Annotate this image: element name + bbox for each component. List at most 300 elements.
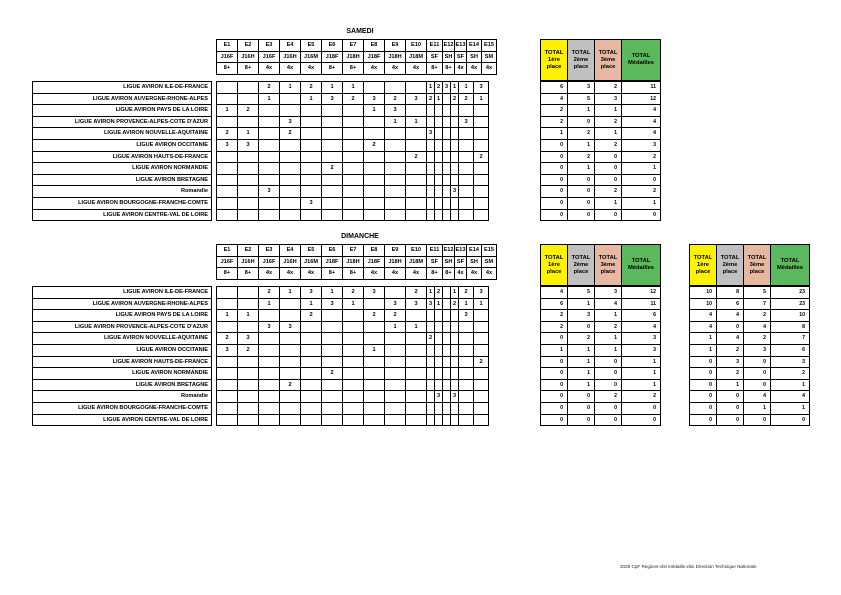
result-cell <box>427 116 435 128</box>
totals-cell: 0 <box>690 414 717 426</box>
result-cell <box>364 163 385 175</box>
result-cell <box>259 128 280 140</box>
result-cell <box>238 379 259 391</box>
result-cell <box>459 402 474 414</box>
totals-cell: 0 <box>744 414 771 426</box>
result-cell <box>217 298 238 310</box>
event-boat: 4x <box>301 268 322 280</box>
totals-cell: 1 <box>690 344 717 356</box>
event-boat: 8+ <box>322 63 343 75</box>
result-cell: 1 <box>435 298 443 310</box>
totals-cell: 0 <box>717 321 744 333</box>
result-cell <box>385 139 406 151</box>
result-cell <box>301 128 322 140</box>
result-cell <box>435 368 443 380</box>
result-cell <box>259 414 280 426</box>
totals-cell: 4 <box>541 287 568 299</box>
result-cell <box>364 82 385 94</box>
result-cell <box>322 174 343 186</box>
result-cell <box>301 105 322 117</box>
result-cell <box>406 82 427 94</box>
result-cell <box>238 298 259 310</box>
result-cell <box>280 186 301 198</box>
result-cell <box>406 356 427 368</box>
result-cell <box>343 379 364 391</box>
totals-cell: 4 <box>622 321 661 333</box>
totals-cell: 2 <box>541 321 568 333</box>
result-cell <box>427 197 435 209</box>
result-cell <box>364 186 385 198</box>
result-cell <box>406 333 427 345</box>
result-cell: 3 <box>217 139 238 151</box>
result-cell <box>343 174 364 186</box>
result-cell <box>474 116 489 128</box>
result-cell <box>451 321 459 333</box>
result-cell <box>364 174 385 186</box>
result-cell <box>322 356 343 368</box>
result-cell: 2 <box>451 298 459 310</box>
totals-cell: 1 <box>622 379 661 391</box>
result-cell <box>322 128 343 140</box>
result-cell <box>406 414 427 426</box>
result-cell: 3 <box>406 298 427 310</box>
result-cell: 1 <box>385 321 406 333</box>
totals-cell: 0 <box>541 391 568 403</box>
totals-header-cell: TOTAL 1ère place <box>541 40 568 81</box>
event-boat: 8+ <box>322 268 343 280</box>
totals-cell: 4 <box>541 93 568 105</box>
totals-cell: 4 <box>622 105 661 117</box>
totals-cell: 3 <box>744 344 771 356</box>
result-cell <box>301 209 322 221</box>
team-name: LIGUE AVIRON BRETAGNE <box>33 379 212 391</box>
result-cell <box>364 402 385 414</box>
totals-cell: 4 <box>717 310 744 322</box>
totals-cell: 0 <box>595 209 622 221</box>
totals-cell: 0 <box>744 356 771 368</box>
result-cell <box>443 151 451 163</box>
event-boat: 4x <box>259 63 280 75</box>
result-cell: 1 <box>280 82 301 94</box>
totals-cell: 2 <box>568 151 595 163</box>
result-cell <box>280 93 301 105</box>
result-cell <box>343 310 364 322</box>
result-cell <box>238 402 259 414</box>
totals-cell: 1 <box>771 402 810 414</box>
result-cell: 2 <box>459 93 474 105</box>
totals-cell: 6 <box>771 344 810 356</box>
result-cell: 2 <box>451 93 459 105</box>
event-code: E13 <box>455 40 467 52</box>
result-cell <box>259 402 280 414</box>
result-cell <box>322 321 343 333</box>
result-cell <box>238 197 259 209</box>
result-cell <box>443 298 451 310</box>
totals-header-cell: TOTAL 3ème place <box>744 245 771 286</box>
totals-cell: 1 <box>595 197 622 209</box>
result-cell <box>280 391 301 403</box>
result-cell <box>259 333 280 345</box>
result-cell <box>443 391 451 403</box>
event-code: E10 <box>406 40 427 52</box>
event-boat: 4x <box>406 268 427 280</box>
result-cell: 3 <box>364 287 385 299</box>
result-cell <box>322 391 343 403</box>
event-boat: 4x <box>385 63 406 75</box>
result-cell <box>364 298 385 310</box>
result-cell <box>459 414 474 426</box>
result-cell <box>343 197 364 209</box>
result-cell <box>259 105 280 117</box>
grand-totals-grid <box>689 286 810 426</box>
totals-cell: 0 <box>744 368 771 380</box>
event-boat: 8+ <box>217 63 238 75</box>
result-cell <box>459 163 474 175</box>
result-cell <box>322 151 343 163</box>
totals-cell: 0 <box>541 379 568 391</box>
event-code: E7 <box>343 245 364 257</box>
event-boat: 4x <box>364 63 385 75</box>
result-cell: 3 <box>459 116 474 128</box>
result-cell <box>443 368 451 380</box>
event-cat: SF <box>427 51 443 63</box>
result-cell <box>435 402 443 414</box>
totals-cell: 3 <box>595 287 622 299</box>
result-cell <box>451 139 459 151</box>
result-cell <box>217 379 238 391</box>
totals-cell: 0 <box>622 174 661 186</box>
event-code: E11 <box>427 245 443 257</box>
result-cell: 2 <box>301 82 322 94</box>
result-cell <box>301 186 322 198</box>
result-cell <box>427 209 435 221</box>
result-cell <box>343 139 364 151</box>
result-cell: 1 <box>238 310 259 322</box>
totals-cell: 1 <box>541 344 568 356</box>
result-cell <box>301 139 322 151</box>
totals-cell: 0 <box>541 186 568 198</box>
team-name: LIGUE AVIRON BRETAGNE <box>33 174 212 186</box>
result-cell <box>427 402 435 414</box>
team-name: LIGUE AVIRON NOUVELLE-AQUITAINE <box>33 333 212 345</box>
totals-cell: 0 <box>717 402 744 414</box>
totals-cell: 0 <box>541 151 568 163</box>
result-cell <box>280 344 301 356</box>
result-cell <box>435 197 443 209</box>
result-cell: 3 <box>451 186 459 198</box>
totals-cell: 23 <box>771 298 810 310</box>
result-cell <box>406 105 427 117</box>
result-cell <box>427 174 435 186</box>
result-cell: 2 <box>385 310 406 322</box>
totals-cell: 1 <box>568 139 595 151</box>
totals-cell: 0 <box>541 209 568 221</box>
result-cell <box>280 310 301 322</box>
event-code: E6 <box>322 40 343 52</box>
result-cell <box>435 116 443 128</box>
result-cell <box>280 163 301 175</box>
result-cell: 3 <box>238 139 259 151</box>
totals-cell: 0 <box>622 402 661 414</box>
result-cell <box>406 128 427 140</box>
event-boat: 8+ <box>343 268 364 280</box>
event-cat: J18H <box>343 256 364 268</box>
result-cell <box>406 174 427 186</box>
result-cell: 2 <box>435 287 443 299</box>
event-cat: J16F <box>259 256 280 268</box>
event-code: E6 <box>322 245 343 257</box>
result-cell <box>343 116 364 128</box>
result-cell <box>385 391 406 403</box>
result-cell <box>343 163 364 175</box>
event-boat: 8+ <box>238 268 259 280</box>
result-cell <box>301 174 322 186</box>
totals-header-cell: TOTAL 3ème place <box>595 40 622 81</box>
result-cell <box>435 414 443 426</box>
result-cell <box>474 321 489 333</box>
result-cell <box>217 93 238 105</box>
event-code: E12 <box>443 245 455 257</box>
result-cell: 1 <box>364 344 385 356</box>
result-cell: 2 <box>459 287 474 299</box>
result-cell <box>322 402 343 414</box>
result-cell <box>443 139 451 151</box>
result-cell <box>364 151 385 163</box>
result-cell: 1 <box>474 93 489 105</box>
totals-cell: 12 <box>622 93 661 105</box>
result-cell: 1 <box>385 116 406 128</box>
result-cell <box>343 368 364 380</box>
result-cell <box>451 414 459 426</box>
result-cell: 1 <box>459 82 474 94</box>
result-cell: 3 <box>451 391 459 403</box>
event-code: E2 <box>238 245 259 257</box>
event-cat: SH <box>467 256 482 268</box>
result-cell <box>259 344 280 356</box>
totals-cell: 5 <box>568 287 595 299</box>
totals-cell: 3 <box>568 82 595 94</box>
result-cell <box>406 163 427 175</box>
result-cell <box>301 163 322 175</box>
event-cat: J16F <box>259 51 280 63</box>
totals-cell: 2 <box>595 139 622 151</box>
result-cell <box>406 368 427 380</box>
totals-cell: 1 <box>541 128 568 140</box>
result-cell <box>259 139 280 151</box>
samedi-totals-grid <box>540 81 661 221</box>
grand-totals-header <box>689 244 810 286</box>
result-cell <box>451 379 459 391</box>
result-cell <box>459 128 474 140</box>
result-cell <box>217 321 238 333</box>
team-name: LIGUE AVIRON NOUVELLE-AQUITAINE <box>33 128 212 140</box>
event-boat: 8+ <box>238 63 259 75</box>
totals-cell: 1 <box>595 128 622 140</box>
result-cell <box>280 197 301 209</box>
result-cell <box>301 344 322 356</box>
result-cell: 2 <box>301 310 322 322</box>
totals-cell: 0 <box>568 174 595 186</box>
result-cell <box>280 209 301 221</box>
totals-cell: 1 <box>690 333 717 345</box>
result-cell: 2 <box>238 105 259 117</box>
result-cell <box>427 186 435 198</box>
result-cell: 1 <box>451 287 459 299</box>
result-cell: 1 <box>451 82 459 94</box>
result-cell <box>322 139 343 151</box>
totals-cell: 1 <box>622 197 661 209</box>
result-cell: 1 <box>322 287 343 299</box>
event-cat: SM <box>482 51 497 63</box>
result-cell <box>443 379 451 391</box>
event-cat: SF <box>427 256 443 268</box>
result-cell <box>427 321 435 333</box>
result-cell <box>459 151 474 163</box>
result-cell <box>238 391 259 403</box>
totals-cell: 0 <box>771 414 810 426</box>
totals-cell: 3 <box>771 356 810 368</box>
result-cell: 1 <box>301 298 322 310</box>
totals-cell: 2 <box>622 186 661 198</box>
result-cell: 3 <box>259 186 280 198</box>
event-code: E4 <box>280 40 301 52</box>
result-cell <box>343 321 364 333</box>
result-cell <box>301 391 322 403</box>
result-cell: 2 <box>364 139 385 151</box>
result-cell <box>364 368 385 380</box>
result-cell <box>238 287 259 299</box>
result-cell <box>217 209 238 221</box>
result-cell: 1 <box>217 105 238 117</box>
result-cell <box>385 209 406 221</box>
result-cell <box>217 391 238 403</box>
result-cell: 1 <box>364 105 385 117</box>
totals-header-cell: TOTAL 2ème place <box>717 245 744 286</box>
event-boat: 4x <box>301 63 322 75</box>
result-cell <box>443 321 451 333</box>
result-cell <box>427 310 435 322</box>
result-cell <box>217 356 238 368</box>
result-cell: 1 <box>427 82 435 94</box>
result-cell <box>451 333 459 345</box>
result-cell <box>322 197 343 209</box>
result-cell <box>385 379 406 391</box>
result-cell <box>474 128 489 140</box>
result-cell <box>217 287 238 299</box>
result-cell <box>427 105 435 117</box>
result-cell <box>238 321 259 333</box>
totals-cell: 2 <box>595 82 622 94</box>
event-cat: SH <box>443 51 455 63</box>
event-boat: 4x <box>364 268 385 280</box>
result-cell <box>385 82 406 94</box>
result-cell <box>451 116 459 128</box>
result-cell <box>474 209 489 221</box>
dimanche-totals-grid <box>540 286 661 426</box>
totals-cell: 1 <box>717 379 744 391</box>
result-cell <box>217 151 238 163</box>
totals-cell: 4 <box>622 128 661 140</box>
result-cell <box>217 82 238 94</box>
result-cell <box>364 333 385 345</box>
result-cell <box>280 298 301 310</box>
result-cell: 2 <box>280 379 301 391</box>
result-cell: 1 <box>459 298 474 310</box>
result-cell <box>474 197 489 209</box>
totals-header-cell: TOTAL 1ère place <box>541 245 568 286</box>
result-cell <box>322 414 343 426</box>
totals-cell: 4 <box>771 391 810 403</box>
event-code: E10 <box>406 245 427 257</box>
result-cell <box>238 356 259 368</box>
totals-cell: 0 <box>541 402 568 414</box>
result-cell <box>280 333 301 345</box>
totals-cell: 0 <box>595 174 622 186</box>
totals-cell: 0 <box>717 414 744 426</box>
result-cell: 1 <box>322 82 343 94</box>
team-name: Romandie <box>33 186 212 198</box>
result-cell <box>427 379 435 391</box>
totals-cell: 10 <box>771 310 810 322</box>
totals-cell: 3 <box>622 333 661 345</box>
team-name: LIGUE AVIRON PAYS DE LA LOIRE <box>33 310 212 322</box>
result-cell: 3 <box>280 321 301 333</box>
result-cell <box>385 128 406 140</box>
result-cell <box>217 116 238 128</box>
event-boat: 8+ <box>443 268 455 280</box>
event-cat: J16M <box>301 51 322 63</box>
result-cell <box>474 105 489 117</box>
totals-cell: 2 <box>568 128 595 140</box>
totals-cell: 6 <box>717 298 744 310</box>
totals-cell: 0 <box>568 321 595 333</box>
result-cell: 3 <box>322 93 343 105</box>
totals-header-cell: TOTAL 2ème place <box>568 40 595 81</box>
result-cell: 3 <box>459 310 474 322</box>
result-cell <box>238 209 259 221</box>
result-cell <box>238 414 259 426</box>
result-cell <box>280 402 301 414</box>
event-boat: 4x <box>385 268 406 280</box>
result-cell <box>259 368 280 380</box>
result-cell <box>451 197 459 209</box>
result-cell <box>301 414 322 426</box>
result-cell <box>385 402 406 414</box>
result-cell <box>385 368 406 380</box>
result-cell <box>259 391 280 403</box>
result-cell <box>427 139 435 151</box>
event-code: E15 <box>482 245 497 257</box>
result-cell <box>259 116 280 128</box>
result-cell: 2 <box>322 368 343 380</box>
result-cell <box>385 356 406 368</box>
totals-cell: 4 <box>744 321 771 333</box>
team-name: LIGUE AVIRON OCCITANIE <box>33 344 212 356</box>
result-cell <box>459 209 474 221</box>
event-code: E3 <box>259 40 280 52</box>
event-code: E4 <box>280 245 301 257</box>
team-name: LIGUE AVIRON AUVERGNE-RHONE-ALPES <box>33 298 212 310</box>
samedi-title: SAMEDI <box>346 28 374 35</box>
result-cell: 2 <box>364 310 385 322</box>
totals-header-cell: TOTAL Médailles <box>771 245 810 286</box>
samedi-team-list <box>32 81 212 221</box>
result-cell: 3 <box>238 333 259 345</box>
result-cell <box>385 344 406 356</box>
totals-cell: 0 <box>690 356 717 368</box>
event-code: E1 <box>217 40 238 52</box>
result-cell <box>322 310 343 322</box>
